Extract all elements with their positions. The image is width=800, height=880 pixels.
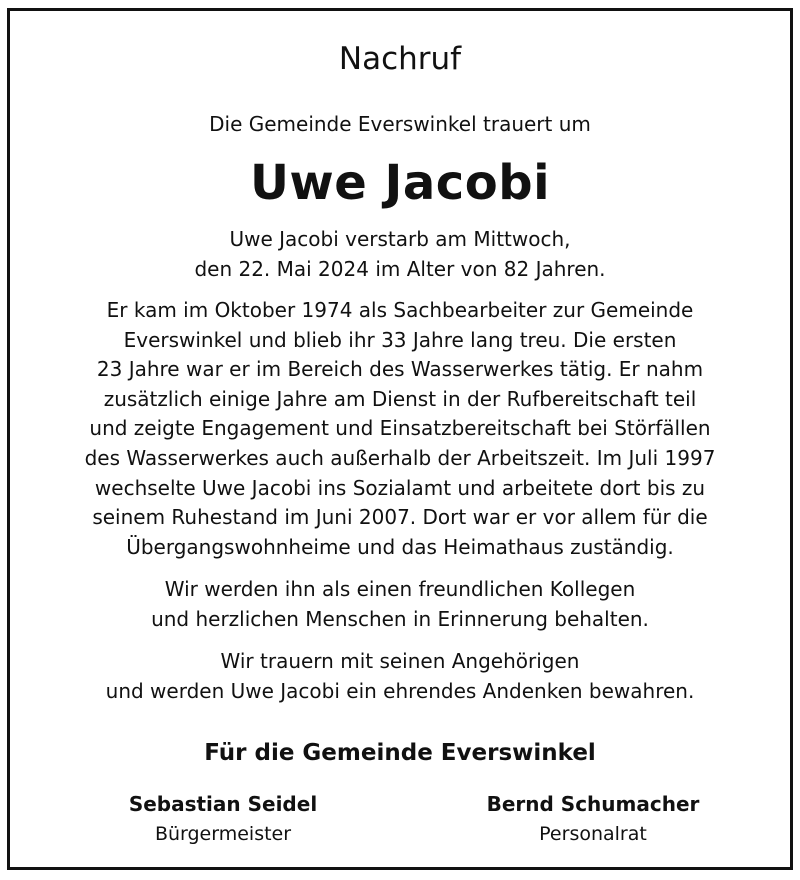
memory-line: und herzlichen Menschen in Erinnerung behalten. — [151, 606, 649, 631]
death-paragraph — [10, 225, 790, 284]
organization-line: Für die Gemeinde Everswinkel — [204, 740, 596, 766]
obituary-frame — [7, 8, 793, 870]
deceased-name: Uwe Jacobi — [249, 155, 551, 211]
memory-line: Wir werden ihn als einen freundlichen Kollegen — [164, 577, 636, 601]
signatory-mayor — [73, 789, 373, 849]
death-line: den 22. Mai 2024 im Alter von 82 Jahren. — [194, 256, 606, 281]
obituary-heading: Nachruf — [338, 41, 462, 77]
intro-line: Die Gemeinde Everswinkel trauert um — [209, 112, 591, 136]
memory-paragraph — [10, 575, 790, 634]
career-line: des Wasserwerkes auch außerhalb der Arbeitszeit. Im Juli 1997 — [84, 445, 716, 470]
mourning-line: Wir trauern mit seinen Angehörigen — [220, 649, 580, 673]
career-line: seinem Ruhestand im Juni 2007. Dort war er vor allem für die — [92, 505, 708, 530]
signatory-staff-council — [443, 789, 743, 849]
signatory-name: Bernd Schumacher — [486, 792, 700, 816]
death-line: Uwe Jacobi verstarb am Mittwoch, — [229, 227, 571, 251]
signatory-role: Personalrat — [539, 823, 647, 845]
career-line: Er kam im Oktober 1974 als Sachbearbeiter zur Gemeinde — [106, 298, 694, 322]
career-line: wechselte Uwe Jacobi ins Sozialamt und arbeitete dort bis zu — [94, 475, 706, 500]
mourning-line: und werden Uwe Jacobi ein ehrendes Andenken bewahren. — [105, 678, 695, 703]
career-paragraph — [10, 296, 790, 562]
signatory-name: Sebastian Seidel — [128, 792, 318, 816]
career-line: zusätzlich einige Jahre am Dienst in der Rufbereitschaft teil — [103, 386, 697, 411]
career-line: 23 Jahre war er im Bereich des Wasserwerkes tätig. Er nahm — [96, 357, 704, 382]
signatory-role: Bürgermeister — [154, 823, 292, 845]
career-line: und zeigte Engagement und Einsatzbereitschaft bei Störfällen — [89, 416, 711, 441]
mourning-paragraph — [10, 647, 790, 706]
career-line: Übergangswohnheime und das Heimathaus zuständig. — [126, 534, 674, 559]
career-line: Everswinkel und blieb ihr 33 Jahre lang treu. Die ersten — [123, 327, 677, 352]
